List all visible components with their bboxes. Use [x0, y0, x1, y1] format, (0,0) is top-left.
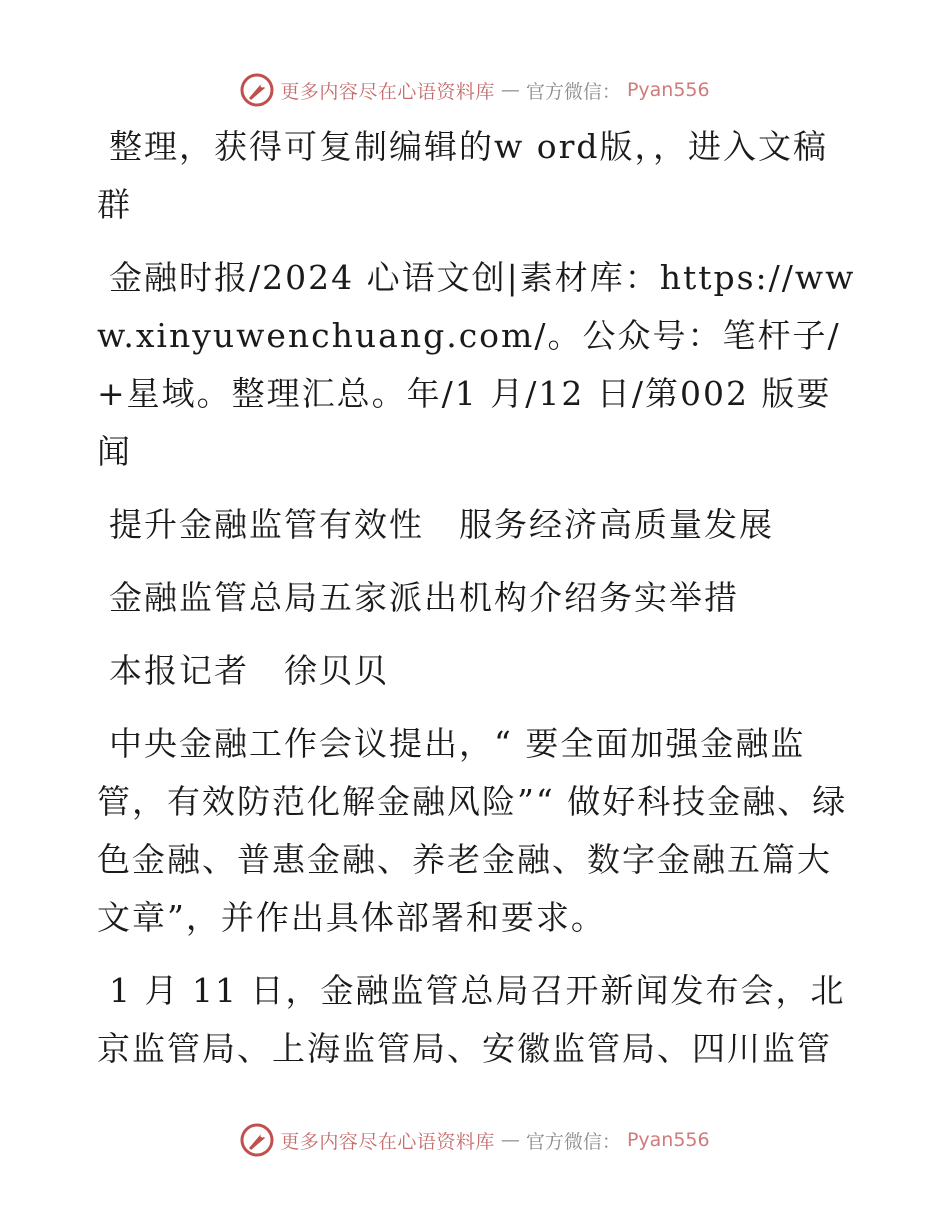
banner-dash: — — [500, 79, 520, 101]
banner-wechat-handle: Pyan556 — [626, 79, 710, 101]
banner-title: 更多内容尽在心语资料库 — [280, 1130, 495, 1153]
pen-nib-circle-icon — [240, 73, 274, 107]
document-body — [97, 118, 857, 1093]
banner-wechat-handle: Pyan556 — [626, 1129, 710, 1151]
paragraph-body-1: 中央金融工作会议提出，“ 要全面加强金融监管，有效防范化解金融风险”“ 做好科技金融、绿色金融、普惠金融、养老金融、数字金融五篇大文章”，并作出具体部署和要求。 — [97, 724, 848, 937]
banner-dash: — — [500, 1129, 520, 1151]
article-headline: 提升金融监管有效性 服务经济高质量发展 — [109, 505, 774, 544]
banner-wechat-label: 官方微信： — [525, 80, 621, 103]
banner-title: 更多内容尽在心语资料库 — [280, 80, 495, 103]
article-byline: 本报记者 徐贝贝 — [109, 651, 389, 690]
pen-nib-circle-icon — [240, 1123, 274, 1157]
header-watermark-banner — [0, 70, 950, 110]
paragraph-intro: 整理，获得可复制编辑的w ord版，，进入文稿群 — [97, 127, 829, 224]
article-subheadline: 金融监管总局五家派出机构介绍务实举措 — [109, 578, 739, 617]
banner-wechat-label: 官方微信： — [525, 1130, 621, 1153]
paragraph-source: 金融时报/2024 心语文创|素材库：https://www.xinyuwenchuang.com/。公众号：笔杆子/+星域。整理汇总。年/1 月/12 日/第002 版要闻 — [97, 258, 856, 471]
paragraph-body-2: 1 月 11 日，金融监管总局召开新闻发布会，北京监管局、上海监管局、安徽监管局、四川监管 — [97, 971, 846, 1068]
footer-watermark-banner — [0, 1120, 950, 1160]
